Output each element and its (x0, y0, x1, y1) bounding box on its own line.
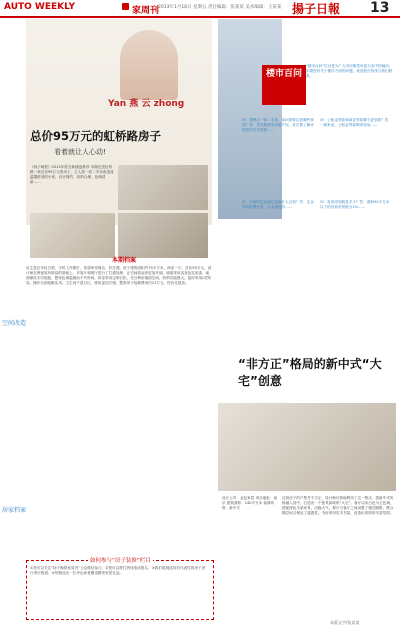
feature-title: 总价95万元的虹桥路房子 (30, 129, 162, 143)
home-icon (122, 3, 129, 10)
room-photo-2 (118, 213, 208, 258)
host-portrait (120, 30, 178, 100)
side-label-renovation: 空间改造 (2, 320, 27, 327)
loushi-title: 楼市百问 (262, 65, 306, 105)
section-label: AUTO WEEKLY (4, 2, 75, 12)
loushi-intro: “楼市百问”栏目是为广大市民解答房屋买卖中的疑问，如果您有关于楼市方面的问题，欢迎拨打热线与我们联系。 (306, 64, 393, 78)
section-head: 本期档案 (112, 257, 137, 264)
room-photo-3 (30, 213, 115, 258)
weekly-label: 家周刊 (132, 6, 160, 16)
article-title: “非方正”格局的新中式“大宅”创意 (238, 357, 382, 388)
page-number: 13 (370, 0, 390, 16)
participation-title: 如何参与“房子装修”栏目 (90, 558, 151, 564)
feature-subtitle: 看着就让人心动! (54, 148, 106, 156)
feature-body: 房主是位年轻白领，平时工作繁忙，希望家里简洁、好打理。房子建筑面积约75平方米，两室一厅，总价95万元。设计师在保留原有格局的基础上，对客厅和餐厅进行了打通处理，让空间看起来更加开阔。墙面采用浅灰色乳胶漆，地面铺设木纹地板，整体色调温暖而不失时尚。卧室采用定制衣柜，充分利用墙面空间，收纳功能强大。厨房采用L型布局，操作台面宽敞实用。卫生间干湿分区，使用更加方便。整套房子装修费用约12万元，性价比很高。 (26, 266, 212, 285)
side-label-profile: 居家档案 (2, 507, 27, 514)
interior-photo (218, 403, 396, 491)
qa-item: 问：公积金贷款和商业贷款哪个更划算？答：一般来说，公积金贷款利率较低…… (320, 118, 392, 127)
qa-item: 问：买房时定金和订金有什么区别？答：定金具有担保性质，订金则没有…… (242, 200, 314, 209)
author-credit: 本版文字/张某某 (330, 620, 360, 625)
article-body: 这套房子的户型并不方正，设计师巧妙地利用了这一特点，将新中式风格融入其中，打造出一个独具韵味的“大宅”。客厅以米白色为主色调，搭配深色木质家具，沉稳大气。餐厅与客厅之间设置了镂空隔断，既分隔空间又保证了通透性。书房采用实木书架，营造出浓厚的书香氛围。 (282, 496, 394, 515)
article-meta: 设计公司：金色家居 项目地址：南京 建筑面积：140平方米 装修风格：新中式 (222, 496, 278, 510)
participation-text: ①您可以关注“扬子晚报家周刊”公众微信参与；②您可以拨打热线电话报名；③我们将挑选具有代表性的房子进行采访报道；④每期选出一位幸运读者赠送精美家居礼品。 (30, 566, 206, 575)
feature-intro: 《扬子晚报》2013年度全新楼盘推荐·本期走进虹桥路一套总价95万元的房子，主人将一套二手房改造成温馨舒适的小家，设计简约、收纳合理、色调清新…… (30, 165, 114, 184)
date-line: 2013年1月18日 星期五 责任编辑：张某某 美术编辑：王某某 (158, 5, 282, 10)
qa-item: 问：首套房契税是多少？答：面积90平方米以下的首套房契税为1%…… (320, 200, 390, 209)
room-photo-1 (118, 165, 208, 210)
column-logo: Yan 燕 云 zhong (108, 99, 185, 109)
qa-item: 问：我想买一套二手房，请问需要注意哪些事项？答：首先要核实房屋产权，其次要了解房屋是否存在抵押…… (242, 118, 314, 132)
newspaper-brand: 揚子日報 (292, 2, 341, 16)
